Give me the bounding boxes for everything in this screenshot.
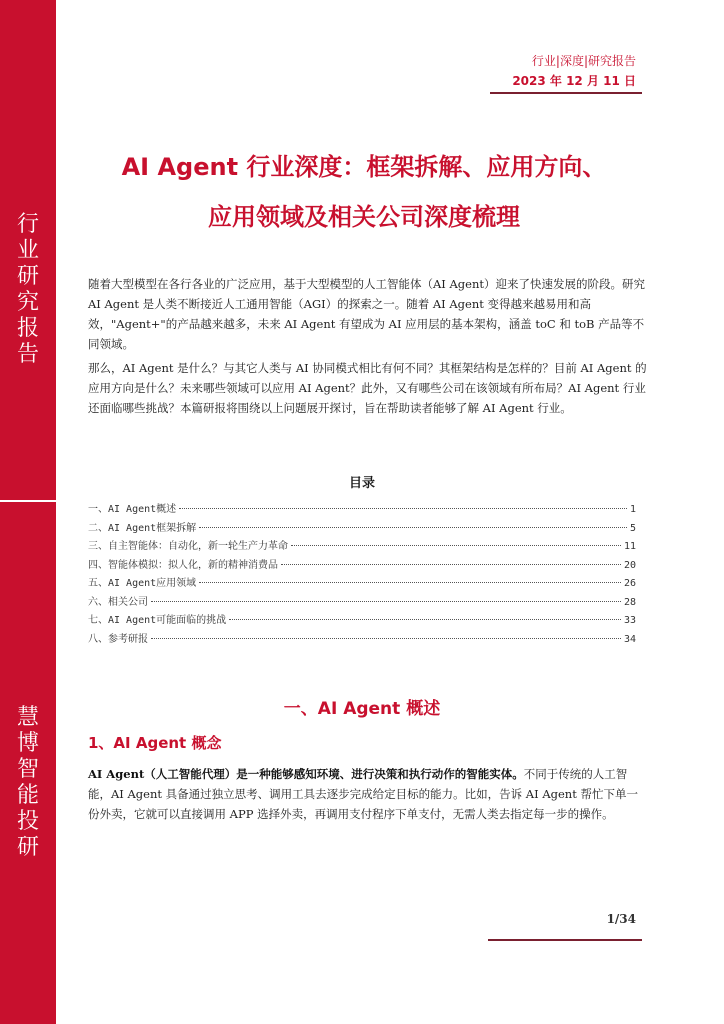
toc-leader: [291, 545, 621, 546]
toc-item[interactable]: [88, 556, 636, 575]
section-heading: 一、AI Agent 概述: [283, 699, 441, 719]
section-body-text: 不同于传统的人工智能，AI Agent 具备通过独立思考、调用工具去逐步完成给定目标的能力。比如，告诉 AI Agent 帮忙下单一份外卖，它就可以直接调用 APP 选择外卖，再调用支付程序下单支付，无需人类去指定每一步的操作。: [88, 767, 638, 821]
page-indicator: 1/34: [606, 912, 636, 926]
toc-item-label: 六、相关公司: [88, 596, 148, 608]
header-category: 行业|深度|研究报告: [531, 54, 636, 68]
footer-rule: [488, 939, 642, 941]
toc-leader: [229, 619, 621, 620]
toc-item-label: 八、参考研报: [88, 633, 148, 645]
intro-paragraph-1: 随着大型模型在各行各业的广泛应用，基于大型模型的人工智能体（AI Agent）迎来了快速发展的阶段。研究 AI Agent 是人类不断接近人工通用智能（AGI）的探索之一。随着 AI Agent 变得越来越易用和高效，"Agent+"的产品越来越多，未来 AI Agent 有望成为 AI 应用层的基本架构，涵盖 toC 和 toB 产品等不同领域。: [88, 277, 645, 351]
toc-item-label: 七、AI Agent可能面临的挑战: [88, 615, 227, 626]
toc-leader: [281, 564, 621, 565]
toc-leader: [199, 527, 627, 528]
toc-item[interactable]: [88, 537, 636, 556]
toc-item-label: 五、AI Agent应用领域: [88, 578, 197, 589]
sidebar-report-type: 行业研究报告: [16, 212, 39, 367]
toc-item-label: 三、自主智能体：自动化，新一轮生产力革命: [88, 541, 288, 552]
toc-item-page: 5: [629, 522, 636, 534]
toc-leader: [151, 601, 621, 602]
toc-item-page: 34: [623, 633, 636, 645]
toc-item-label: 二、AI Agent框架拆解: [88, 522, 197, 534]
toc-item[interactable]: [88, 630, 636, 649]
header-rule: [490, 92, 642, 94]
toc-item-label: 四、智能体模拟：拟人化，新的精神消费品: [88, 559, 278, 571]
toc-item-page: 20: [623, 559, 636, 571]
toc-item[interactable]: [88, 519, 636, 538]
toc-item-label: 一、AI Agent概述: [88, 504, 177, 515]
subsection-heading: 1、AI Agent 概念: [88, 734, 222, 752]
sidebar-divider: [0, 500, 56, 502]
toc-item[interactable]: [88, 611, 636, 630]
page-title-line2: 应用领域及相关公司深度梳理: [208, 203, 520, 231]
page-title-line1: AI Agent 行业深度：框架拆解、应用方向、: [121, 153, 607, 181]
toc-item[interactable]: [88, 500, 636, 519]
section-body: [88, 764, 648, 824]
toc-item-page: 1: [629, 504, 636, 515]
toc-item-page: 26: [623, 578, 636, 589]
toc-leader: [179, 508, 627, 509]
toc-item[interactable]: [88, 593, 636, 612]
intro-paragraph-2: 那么，AI Agent 是什么？与其它人类与 AI 协同模式相比有何不同？其框架结构是怎样的？目前 AI Agent 的应用方向是什么？未来哪些领域可以应用 AI Agent？此外，又有哪些公司在该领域有所布局？AI Agent 行业还面临哪些挑战？本篇研报将围绕以上问题展开探讨，旨在帮助读者能够了解 AI Agent 行业。: [88, 361, 647, 415]
toc-item-page: 11: [623, 541, 636, 552]
toc-leader: [151, 638, 621, 639]
sidebar: [0, 0, 56, 1024]
toc-item[interactable]: [88, 574, 636, 593]
toc-leader: [199, 582, 621, 583]
section-body-lead: AI Agent（人工智能代理）是一种能够感知环境、进行决策和执行动作的智能实体。: [88, 767, 524, 781]
table-of-contents: [88, 500, 636, 648]
toc-title: 目录: [348, 476, 375, 491]
header-date: 2023 年 12 月 11 日: [512, 74, 636, 88]
sidebar-publisher: 慧博智能投研: [16, 705, 39, 860]
toc-item-page: 28: [623, 596, 636, 608]
toc-item-page: 33: [623, 615, 636, 626]
